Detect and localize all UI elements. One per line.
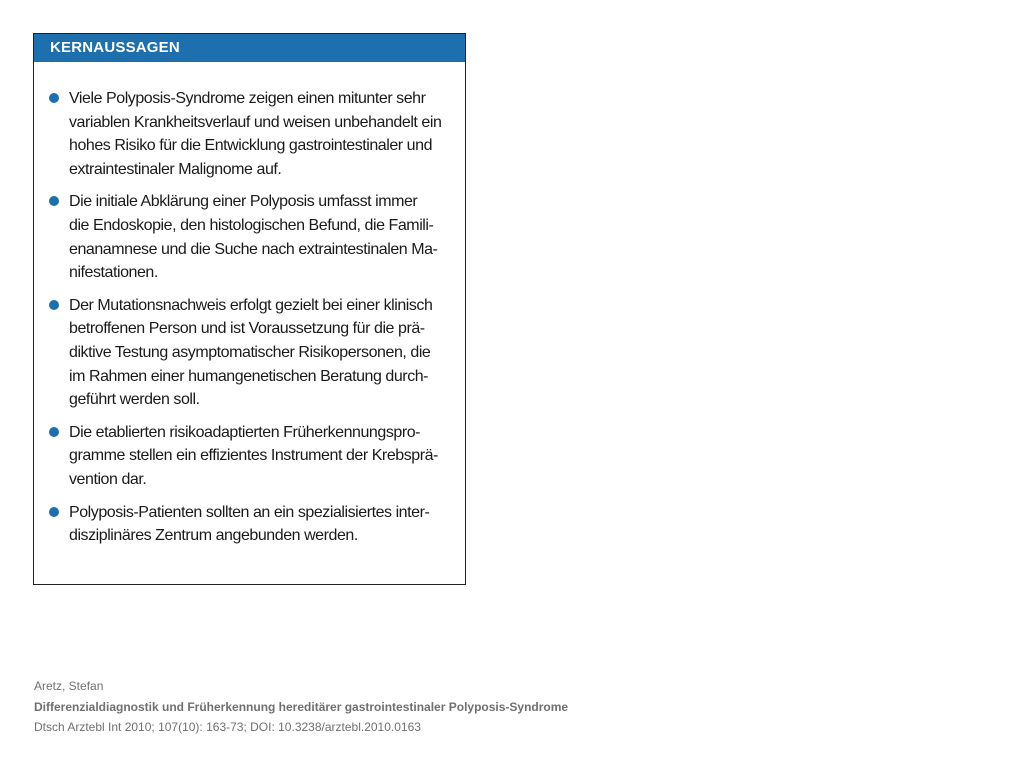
bullet-dot-icon — [49, 300, 59, 310]
citation-source: Dtsch Arztebl Int 2010; 107(10): 163-73; DOI: 10.3238/arztebl.2010.0163 — [34, 720, 421, 734]
bullet-line: diktive Testung asymptomatischer Risikopersonen, die — [69, 343, 431, 361]
bullet-item — [48, 87, 451, 181]
citation — [34, 676, 568, 738]
bullet-dot-icon — [49, 196, 59, 206]
citation-author: Aretz, Stefan — [34, 679, 104, 693]
bullet-line: vention dar. — [69, 470, 147, 488]
bullet-line: die Endoskopie, den histologischen Befund, die Famili- — [69, 216, 434, 234]
bullet-item — [48, 501, 451, 548]
bullet-line: Die initiale Abklärung einer Polyposis umfasst immer — [69, 193, 418, 211]
bullet-line: gramme stellen ein effizientes Instrument der Krebsprä- — [69, 447, 438, 465]
bullet-dot-icon — [49, 427, 59, 437]
bullet-dot-icon — [49, 507, 59, 517]
box-title: KERNAUSSAGEN — [34, 34, 465, 62]
bullet-line: disziplinäres Zentrum angebunden werden. — [69, 527, 358, 545]
bullet-line: Polyposis-Patienten sollten an ein spezialisiertes inter- — [69, 503, 430, 521]
citation-title: Differenzialdiagnostik und Früherkennung hereditärer gastrointestinaler Polyposis-Syndrome — [34, 699, 569, 714]
bullet-line: geführt werden soll. — [69, 391, 200, 409]
bullet-line: betroffenen Person und ist Voraussetzung für die prä- — [69, 320, 425, 338]
bullet-line: im Rahmen einer humangenetischen Beratung durch- — [69, 367, 429, 385]
bullet-list — [34, 62, 465, 548]
bullet-line: nifestationen. — [69, 264, 158, 282]
bullet-line: hohes Risiko für die Entwicklung gastrointestinaler und — [69, 137, 433, 155]
bullet-line: Die etablierten risikoadaptierten Früherkennungspro- — [69, 423, 421, 441]
bullet-line: enanamnese und die Suche nach extraintestinalen Ma- — [69, 240, 438, 258]
bullet-line: Der Mutationsnachweis erfolgt gezielt bei einer klinisch — [69, 296, 433, 314]
bullet-dot-icon — [49, 93, 59, 103]
bullet-item — [48, 294, 451, 412]
key-statements-box — [33, 33, 466, 585]
bullet-line: variablen Krankheitsverlauf und weisen unbehandelt ein — [69, 113, 442, 131]
bullet-item — [48, 421, 451, 492]
bullet-item — [48, 190, 451, 284]
bullet-line: extraintestinaler Malignome auf. — [69, 160, 282, 178]
bullet-line: Viele Polyposis-Syndrome zeigen einen mitunter sehr — [69, 90, 426, 107]
